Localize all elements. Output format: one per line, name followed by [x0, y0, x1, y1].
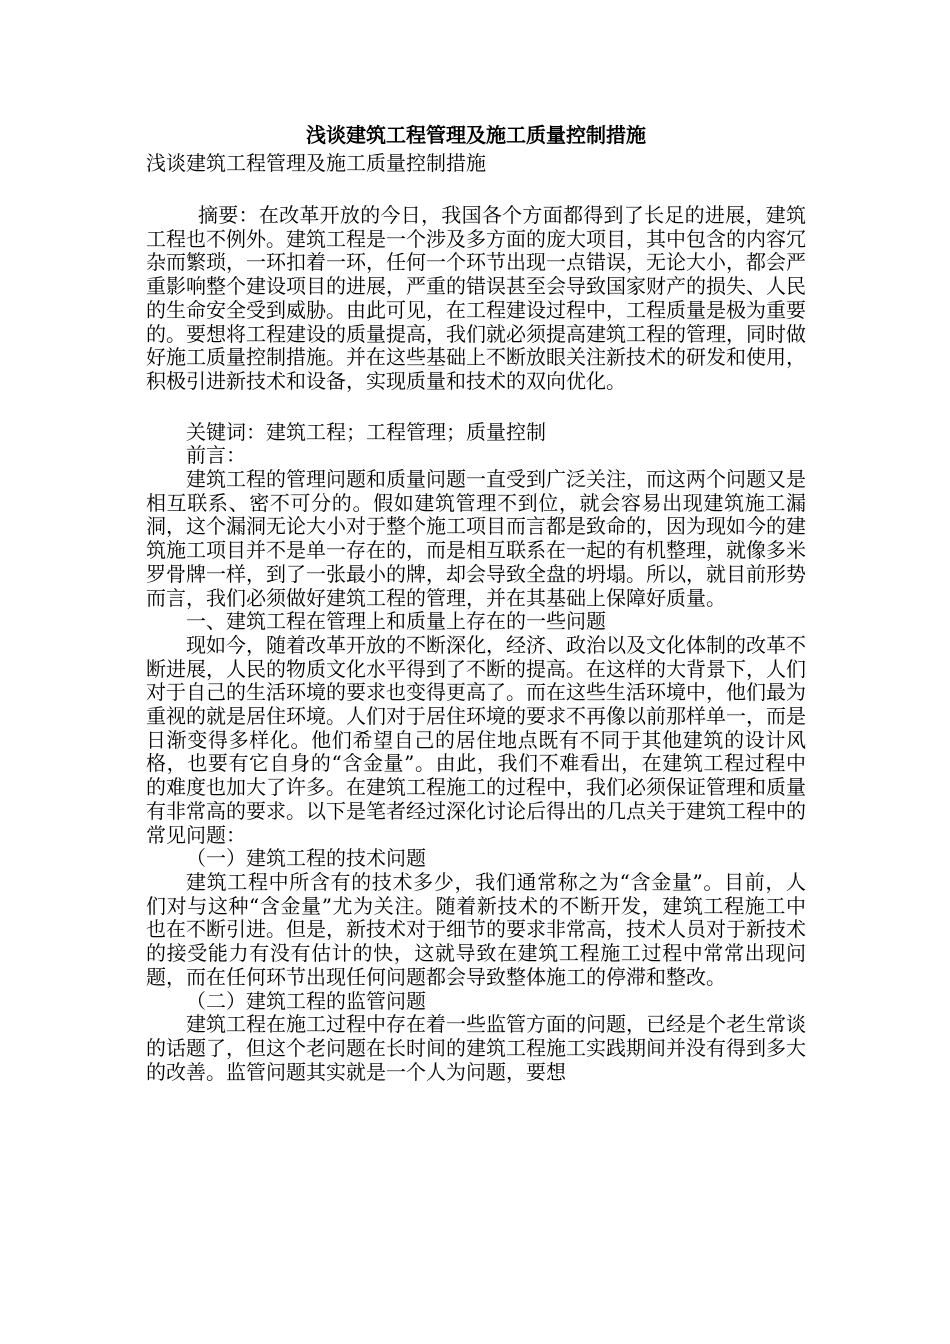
preface-label: 前言：	[186, 443, 246, 468]
preface-paragraph: 建筑工程的管理问题和质量问题一直受到广泛关注，而这两个问题又是相互联系、密不可分的。假如建筑管理不到位，就会容易出现建筑施工漏洞，这个漏洞无论大小对于整个施工项目而言都是致命的，因为现如今的建筑施工项目并不是单一存在的，而是相互联系在一起的有机整理，就像多米罗骨牌一样，到了一张最小的牌，却会导致全盘的坍塌。所以，就目前形势而言，我们必须做好建筑工程的管理，并在其基础上保障好质量。	[146, 467, 806, 610]
document-subtitle: 浅谈建筑工程管理及施工质量控制措施	[146, 151, 486, 175]
subsection-heading-2: （二）建筑工程的监管问题	[186, 988, 426, 1013]
abstract-paragraph: 摘要：在改革开放的今日，我国各个方面都得到了长足的进展，建筑工程也不例外。建筑工程是一个涉及多方面的庞大项目，其中包含的内容冗杂而繁琐，一环扣着一环，任何一个环节出现一点错误，无论大小，都会严重影响整个建设项目的进展，严重的错误甚至会导致国家财产的损失、人民的生命安全受到威胁。由此可见，在工程建设过程中，工程质量是极为重要的。要想将工程建设的质量提高，我们就必须提高建筑工程的管理，同时做好施工质量控制措施。并在这些基础上不断放眼关注新技术的研发和使用，积极引进新技术和设备，实现质量和技术的双向优化。	[146, 203, 806, 393]
blank-line	[146, 394, 806, 421]
keywords-line: 关键词：建筑工程；工程管理；质量控制	[186, 419, 546, 444]
section-paragraph-1: 现如今，随着改革开放的不断深化，经济、政治以及文化体制的改革不断进展，人民的物质文化水平得到了不断的提高。在这样的大背景下，人们对于自己的生活环境的要求也变得更高了。而在这些生活环境中，他们最为重视的就是居住环境。人们对于居住环境的要求不再像以前那样单一，而是日渐变得多样化。他们希望自己的居住地点既有不同于其他建筑的设计风格，也要有它自身的“含金量”。由此，我们不难看出，在建筑工程过程中的难度也加大了许多。在建筑工程施工的过程中，我们必须保证管理和质量有非常高的要求。以下是笔者经过深化讨论后得出的几点关于建筑工程中的常见问题：	[146, 632, 806, 847]
subsection-paragraph-1: 建筑工程中所含有的技术多少，我们通常称之为“含金量”。目前，人们对与这种“含金量”尤为关注。随着新技术的不断开发，建筑工程施工中也在不断引进。但是，新技术对于细节的要求非常高，技术人员对于新技术的接受能力有没有估计的快，这就导致在建筑工程施工过程中常常出现问题，而在任何环节出现任何问题都会导致整体施工的停滞和整改。	[146, 869, 806, 989]
section-heading-1: 一、建筑工程在管理上和质量上存在的一些问题	[186, 609, 606, 634]
subsection-heading-1: （一）建筑工程的技术问题	[186, 846, 426, 871]
subsection-paragraph-2: 建筑工程在施工过程中存在着一些监管方面的问题，已经是个老生常谈的话题了，但这个老问题在长时间的建筑工程施工实践期间并没有得到多大的改善。监管问题其实就是一个人为问题，要想	[146, 1012, 806, 1084]
document-page	[146, 120, 806, 1084]
blank-line	[146, 177, 806, 204]
document-title: 浅谈建筑工程管理及施工质量控制措施	[306, 123, 646, 147]
